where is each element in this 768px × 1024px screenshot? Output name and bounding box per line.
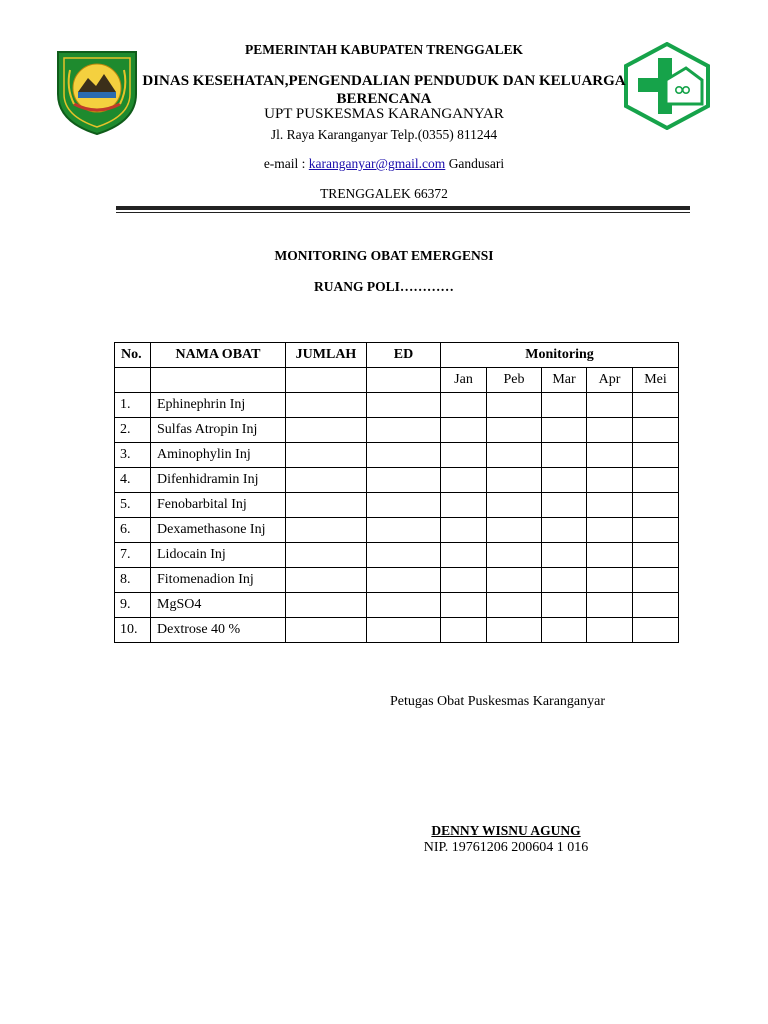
email-link[interactable]: karanganyar@gmail.com — [308, 156, 446, 171]
header-divider-thin — [116, 212, 690, 213]
table-cell — [587, 393, 633, 418]
table-cell — [587, 568, 633, 593]
table-cell — [151, 368, 286, 393]
table-row — [115, 618, 679, 643]
table-row — [115, 468, 679, 493]
table-cell — [633, 393, 679, 418]
table-row — [115, 418, 679, 443]
table-cell — [542, 593, 587, 618]
signature-title: Petugas Obat Puskesmas Karanganyar — [390, 694, 606, 709]
table-row — [115, 443, 679, 468]
table-cell — [587, 543, 633, 568]
table-cell — [633, 443, 679, 468]
table-cell — [441, 543, 487, 568]
table-cell — [441, 443, 487, 468]
row-number: 4. — [115, 468, 151, 493]
table-cell — [286, 593, 367, 618]
table-cell — [542, 568, 587, 593]
table-cell — [633, 618, 679, 643]
table-cell — [487, 443, 542, 468]
table-cell — [115, 368, 151, 393]
month-apr: Apr — [587, 368, 633, 393]
row-number: 9. — [115, 593, 151, 618]
table-cell — [286, 543, 367, 568]
header-city: TRENGGALEK 66372 — [320, 186, 448, 201]
table-cell — [367, 543, 441, 568]
drug-name: Difenhidramin Inj — [151, 468, 286, 493]
table-row — [115, 593, 679, 618]
drug-name: Lidocain Inj — [151, 543, 286, 568]
table-cell — [633, 493, 679, 518]
table-cell — [542, 468, 587, 493]
table-cell — [367, 568, 441, 593]
row-number: 3. — [115, 443, 151, 468]
table-cell — [286, 618, 367, 643]
col-ed-header: ED — [367, 343, 441, 368]
table-cell — [542, 393, 587, 418]
table-cell — [587, 468, 633, 493]
header-department: DINAS KESEHATAN,PENGENDALIAN PENDUDUK DAN KELUARGA BERENCANA — [142, 73, 626, 107]
drug-name: Ephinephrin Inj — [151, 393, 286, 418]
table-cell — [587, 618, 633, 643]
header-address: Jl. Raya Karanganyar Telp.(0355) 811244 — [270, 127, 498, 142]
table-cell — [286, 368, 367, 393]
header-email-line — [120, 156, 648, 172]
table-cell — [542, 543, 587, 568]
monitoring-table — [114, 342, 679, 643]
table-row — [115, 518, 679, 543]
table-cell — [587, 443, 633, 468]
table-cell — [286, 418, 367, 443]
table-cell — [286, 493, 367, 518]
month-peb: Peb — [487, 368, 542, 393]
table-cell — [441, 618, 487, 643]
table-cell — [587, 593, 633, 618]
table-cell — [487, 493, 542, 518]
month-mei: Mei — [633, 368, 679, 393]
table-cell — [286, 443, 367, 468]
table-cell — [441, 418, 487, 443]
table-cell — [587, 493, 633, 518]
row-number: 1. — [115, 393, 151, 418]
col-no-header: No. — [115, 343, 151, 368]
drug-name: Fitomenadion Inj — [151, 568, 286, 593]
row-number: 8. — [115, 568, 151, 593]
table-row — [115, 543, 679, 568]
table-cell — [441, 568, 487, 593]
table-cell — [487, 568, 542, 593]
table-cell — [367, 493, 441, 518]
row-number: 2. — [115, 418, 151, 443]
table-row — [115, 493, 679, 518]
header-divider — [116, 206, 690, 210]
table-months-row — [115, 368, 679, 393]
table-cell — [487, 618, 542, 643]
row-number: 6. — [115, 518, 151, 543]
table-cell — [487, 418, 542, 443]
row-number: 5. — [115, 493, 151, 518]
table-cell — [441, 493, 487, 518]
table-cell — [633, 593, 679, 618]
drug-name: Dextrose 40 % — [151, 618, 286, 643]
header-government: PEMERINTAH KABUPATEN TRENGGALEK — [244, 42, 524, 57]
header-unit: UPT PUSKESMAS KARANGANYAR — [264, 106, 504, 122]
table-cell — [367, 518, 441, 543]
col-monitoring-header: Monitoring — [441, 343, 679, 368]
table-cell — [367, 468, 441, 493]
table-cell — [542, 493, 587, 518]
table-cell — [487, 593, 542, 618]
row-number: 10. — [115, 618, 151, 643]
table-cell — [367, 618, 441, 643]
table-cell — [367, 368, 441, 393]
table-cell — [487, 393, 542, 418]
table-cell — [487, 543, 542, 568]
table-cell — [587, 418, 633, 443]
document-subtitle: RUANG POLI………… — [314, 279, 454, 294]
email-prefix: e-mail : — [263, 156, 309, 171]
drug-name: Aminophylin Inj — [151, 443, 286, 468]
table-cell — [441, 468, 487, 493]
table-cell — [286, 393, 367, 418]
table-cell — [542, 518, 587, 543]
table-cell — [286, 568, 367, 593]
drug-name: MgSO4 — [151, 593, 286, 618]
col-qty-header: JUMLAH — [286, 343, 367, 368]
table-cell — [587, 518, 633, 543]
table-cell — [367, 418, 441, 443]
signature-nip: NIP. 19761206 200604 1 016 — [423, 840, 589, 855]
table-row — [115, 393, 679, 418]
table-cell — [286, 518, 367, 543]
table-cell — [487, 468, 542, 493]
email-suffix: Gandusari — [445, 156, 505, 171]
table-cell — [441, 518, 487, 543]
table-cell — [542, 618, 587, 643]
table-cell — [286, 468, 367, 493]
table-cell — [542, 443, 587, 468]
table-cell — [367, 443, 441, 468]
drug-name: Fenobarbital Inj — [151, 493, 286, 518]
month-mar: Mar — [542, 368, 587, 393]
col-name-header: NAMA OBAT — [151, 343, 286, 368]
row-number: 7. — [115, 543, 151, 568]
document-title: MONITORING OBAT EMERGENSI — [274, 248, 494, 263]
table-cell — [441, 393, 487, 418]
drug-name: Dexamethasone Inj — [151, 518, 286, 543]
table-cell — [633, 418, 679, 443]
month-jan: Jan — [441, 368, 487, 393]
table-cell — [542, 418, 587, 443]
drug-name: Sulfas Atropin Inj — [151, 418, 286, 443]
table-header-row — [115, 343, 679, 368]
table-cell — [367, 393, 441, 418]
table-cell — [633, 468, 679, 493]
signature-name: DENNY WISNU AGUNG — [431, 823, 581, 838]
table-cell — [633, 518, 679, 543]
table-cell — [441, 593, 487, 618]
table-cell — [633, 568, 679, 593]
table-cell — [367, 593, 441, 618]
table-cell — [487, 518, 542, 543]
table-cell — [633, 543, 679, 568]
table-row — [115, 568, 679, 593]
